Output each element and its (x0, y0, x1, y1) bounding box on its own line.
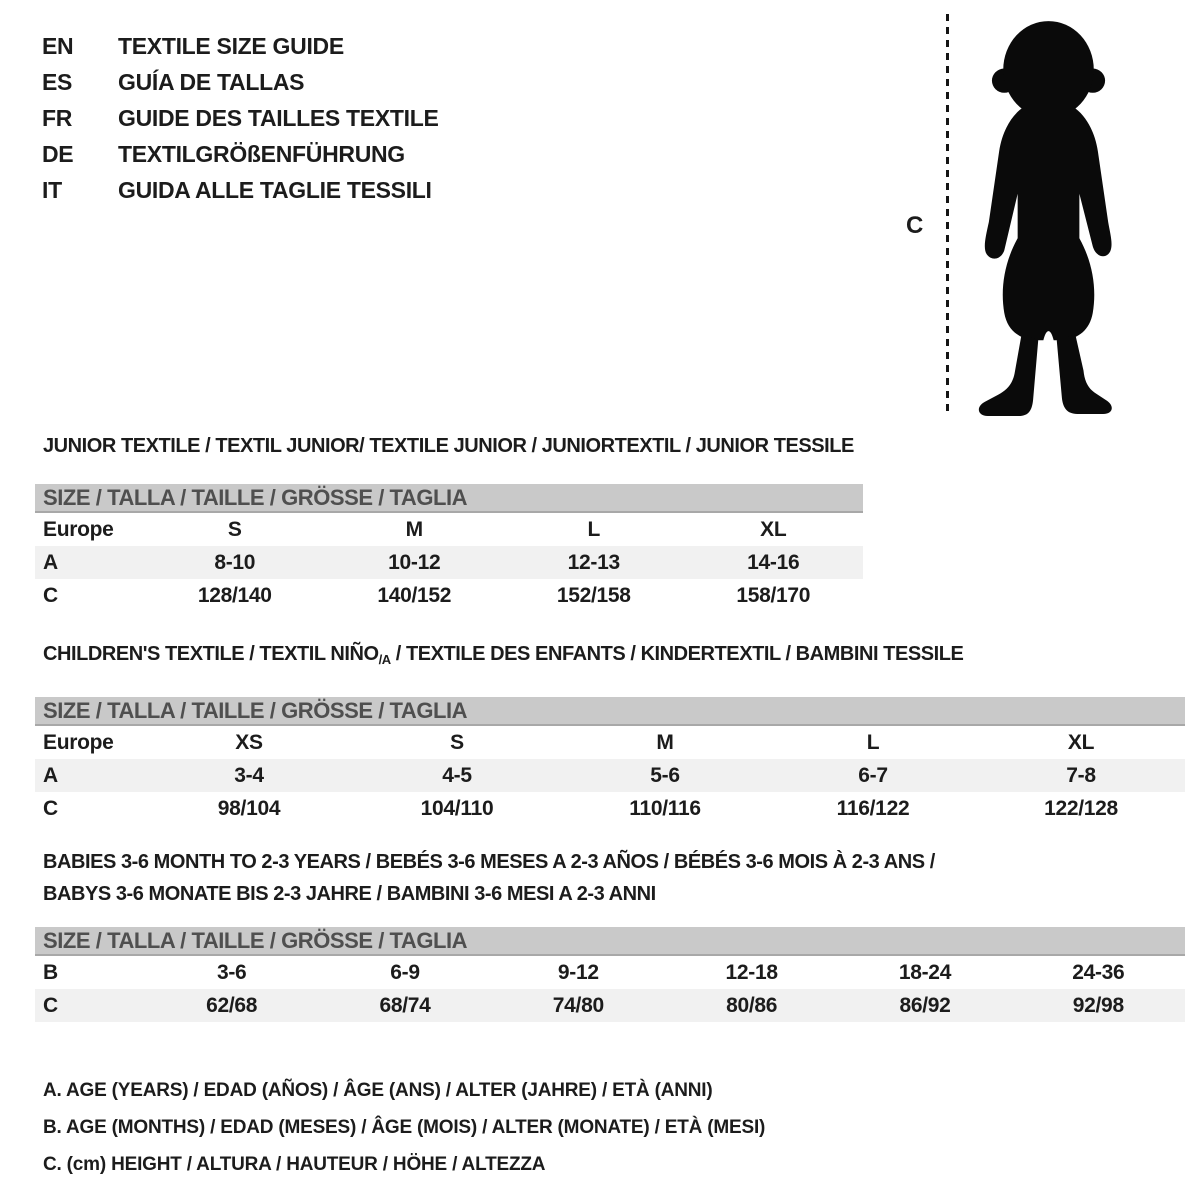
section-title-line: BABYS 3-6 MONATE BIS 2-3 JAHRE / BAMBINI 3-6 MESI A 2-3 ANNI (43, 883, 656, 905)
table-row (35, 759, 1185, 792)
table-rows (35, 513, 863, 612)
table-cell: L (866, 730, 880, 754)
legend-line: A. AGE (YEARS) / EDAD (AÑOS) / ÂGE (ANS) / ALTER (JAHRE) / ETÀ (ANNI) (43, 1080, 713, 1101)
row-label: Europe (43, 730, 114, 754)
table-cell: 68/74 (379, 993, 431, 1017)
legend (43, 1072, 765, 1183)
table-cell: 6-9 (390, 960, 420, 984)
section-title-line: BABIES 3-6 MONTH TO 2-3 YEARS / BEBÉS 3-6 MESES A 2-3 AÑOS / BÉBÉS 3-6 MOIS À 2-3 ANS / (43, 851, 935, 873)
table-rows (35, 956, 1185, 1022)
toddler-silhouette-image (958, 14, 1138, 418)
table-cell: M (405, 517, 423, 541)
table-cell: M (656, 730, 674, 754)
table-cell: 116/122 (836, 796, 910, 820)
language-list (42, 28, 439, 208)
section-title-line: CHILDREN'S TEXTILE / TEXTIL $NIÑO_{/A}$ / TEXTILE DES ENFANTS / KINDERTEXTIL / BAMBINI TESSILE (43, 643, 964, 667)
language-code: IT (42, 177, 62, 203)
row-label: A (43, 763, 58, 787)
size-table (35, 697, 1185, 825)
table-cell: 158/170 (736, 583, 811, 607)
size-header-bar: SIZE / TALLA / TAILLE / GRÖSSE / TAGLIA (35, 927, 1185, 956)
row-label: B (43, 960, 58, 984)
language-title: GUIDE DES TAILLES TEXTILE (118, 105, 439, 131)
height-measure-dashed-line (946, 14, 949, 416)
table-cell: 24-36 (1072, 960, 1125, 984)
size-table (35, 927, 1185, 1022)
row-label: A (43, 550, 58, 574)
table-cell: S (227, 517, 242, 541)
language-row (42, 64, 439, 100)
row-label: Europe (43, 517, 114, 541)
language-title: GUÍA DE TALLAS (118, 69, 305, 95)
table-cell: 152/158 (556, 583, 631, 607)
table-cell: S (450, 730, 464, 754)
table-cell: XL (760, 517, 787, 541)
table-cell: 9-12 (557, 960, 599, 984)
table-cell: 110/116 (629, 796, 701, 820)
section-junior-textile (35, 430, 863, 612)
row-label: C (43, 796, 58, 820)
legend-line: B. AGE (MONTHS) / EDAD (MESES) / ÂGE (MOIS) / ALTER (MONATE) / ETÀ (MESI) (43, 1117, 766, 1138)
row-label: C (43, 583, 58, 607)
table-cell: 4-5 (442, 763, 472, 787)
section-childrens-textile (35, 638, 1185, 825)
table-cell: 128/140 (197, 583, 272, 607)
table-cell: 122/128 (1044, 796, 1118, 820)
language-title: GUIDA ALLE TAGLIE TESSILI (118, 177, 432, 203)
section-title (43, 638, 1185, 676)
table-cell: 5-6 (650, 763, 680, 787)
language-code: FR (42, 105, 73, 131)
legend-line: C. (cm) HEIGHT / ALTURA / HAUTEUR / HÖHE / ALTEZZA (43, 1154, 546, 1175)
size-header-bar: SIZE / TALLA / TAILLE / GRÖSSE / TAGLIA (35, 697, 1185, 726)
table-cell: 62/68 (206, 993, 258, 1017)
table-cell: 86/92 (899, 993, 951, 1017)
language-code: DE (42, 141, 74, 167)
table-cell: 74/80 (552, 993, 604, 1017)
section-babies-textile (35, 846, 1185, 1022)
size-table (35, 484, 863, 612)
table-row (35, 956, 1185, 989)
section-title (43, 846, 1185, 910)
language-row (42, 172, 439, 208)
language-row (42, 100, 439, 136)
row-label: C (43, 993, 58, 1017)
table-row (35, 579, 863, 612)
table-cell: 7-8 (1066, 763, 1096, 787)
measure-label-c: C (906, 212, 924, 239)
language-row (42, 136, 439, 172)
table-cell: 98/104 (217, 796, 281, 820)
section-title-line: JUNIOR TEXTILE / TEXTIL JUNIOR/ TEXTILE JUNIOR / JUNIORTEXTIL / JUNIOR TESSILE (43, 435, 854, 457)
language-title: TEXTILGRÖßENFÜHRUNG (118, 141, 405, 167)
language-code: ES (42, 69, 73, 95)
table-cell: 10-12 (388, 550, 441, 574)
language-code: EN (42, 33, 74, 59)
table-cell: 3-4 (234, 763, 264, 787)
table-cell: 8-10 (214, 550, 256, 574)
size-header-bar: SIZE / TALLA / TAILLE / GRÖSSE / TAGLIA (35, 484, 863, 513)
table-row (35, 546, 863, 579)
table-cell: XL (1067, 730, 1095, 754)
table-row (35, 726, 1185, 759)
table-cell: 6-7 (858, 763, 888, 787)
language-title: TEXTILE SIZE GUIDE (118, 33, 344, 59)
table-cell: 12-13 (567, 550, 620, 574)
table-cell: 12-18 (725, 960, 778, 984)
table-cell: 3-6 (216, 960, 247, 984)
table-cell: 14-16 (747, 550, 800, 574)
table-cell: 80/86 (726, 993, 778, 1017)
table-cell: 18-24 (898, 960, 952, 984)
table-cell: 104/110 (420, 796, 494, 820)
table-cell: L (587, 517, 601, 541)
table-row (35, 513, 863, 546)
table-cell: XS (235, 730, 263, 754)
section-title (43, 430, 863, 462)
table-cell: 140/152 (377, 583, 452, 607)
table-row (35, 989, 1185, 1022)
table-rows (35, 726, 1185, 825)
table-row (35, 792, 1185, 825)
language-row (42, 28, 439, 64)
table-cell: 92/98 (1072, 993, 1124, 1017)
